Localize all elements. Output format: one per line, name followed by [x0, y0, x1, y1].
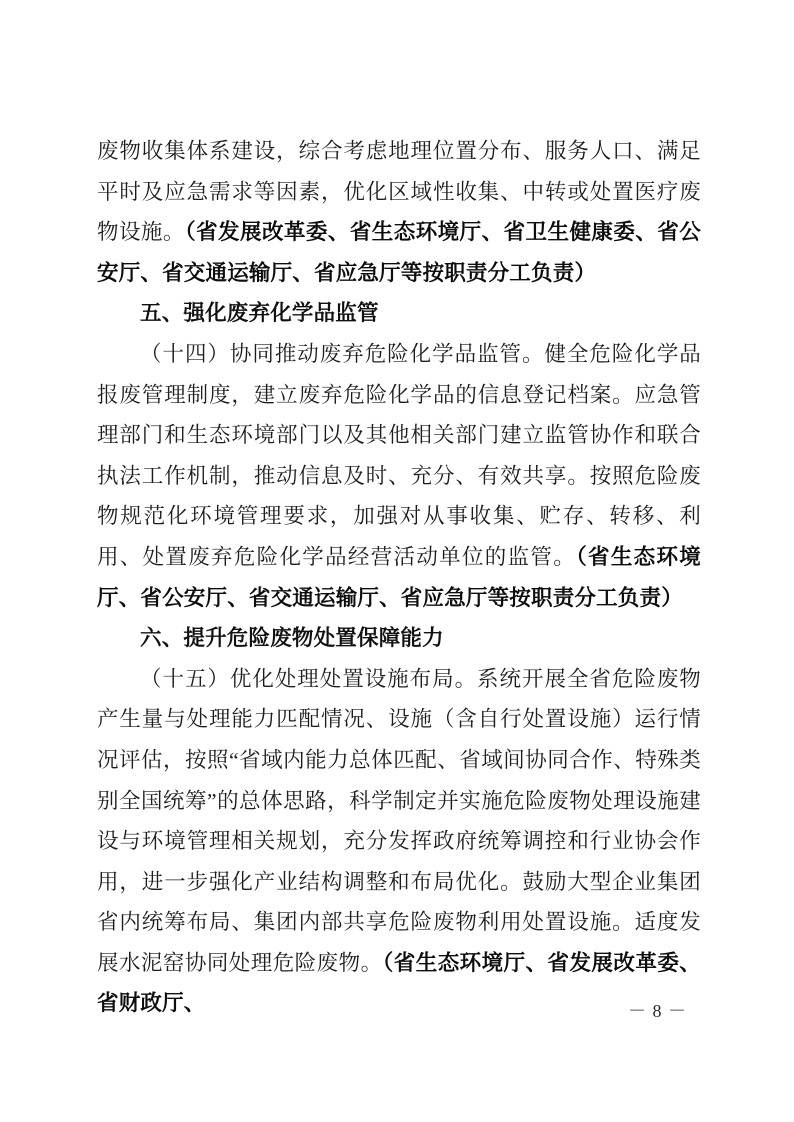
document-body: [97, 131, 701, 1024]
body-text: （十四）协同推动废弃危险化学品监管。健全危险化学品报废管理制度，建立废弃危险化学品的信息登记档案。应急管理部门和生态环境部门以及其他相关部门建立监管协作和联合执法工作机制，推动信息及时、充分、有效共享。按照危险废物规范化环境管理要求，加强对从事收集、贮存、转移、利用、处置废弃危险化学品经营活动单位的监管。: [97, 341, 701, 569]
section-heading-six: 六、提升危险废物处置保障能力: [140, 626, 444, 651]
paragraph-item-fifteen: [97, 659, 701, 1024]
body-text: 废物收集体系建设，综合考虑地理位置分布、服务人口、满足平时及应急需求等因素，优化区域性收集、中转或处置医疗废物设施。: [97, 139, 701, 245]
paragraph-continuation: [97, 131, 701, 293]
paragraph-item-fourteen: [97, 334, 701, 618]
page-number: － 8 －: [628, 1001, 687, 1021]
responsibility-note: （省生态环境厅、省发展改革委、省财政厅、: [97, 950, 701, 1016]
responsibility-note: （省生态环境厅、省公安厅、省交通运输厅、省应急厅等按职责分工负责）: [97, 544, 701, 610]
body-text: （十五）优化处理处置设施布局。系统开展全省危险废物产生量与处理能力匹配情况、设施（含自行处置设施）运行情况评估，按照“省域内能力总体匹配、省域间协同合作、特殊类别全国统筹”的总体思路，科学制定并实施危险废物处理设施建设与环境管理相关规划，充分发挥政府统筹调控和行业协会作用，进一步强化产业结构调整和布局优化。鼓励大型企业集团省内统筹布局、集团内部共享危险废物利用处置设施。适度发展水泥窑协同处理危险废物。: [97, 666, 701, 975]
section-heading-five: 五、强化废弃化学品监管: [140, 301, 379, 326]
responsibility-note: （省发展改革委、省生态环境厅、省卫生健康委、省公安厅、省交通运输厅、省应急厅等按职责分工负责）: [97, 220, 701, 285]
